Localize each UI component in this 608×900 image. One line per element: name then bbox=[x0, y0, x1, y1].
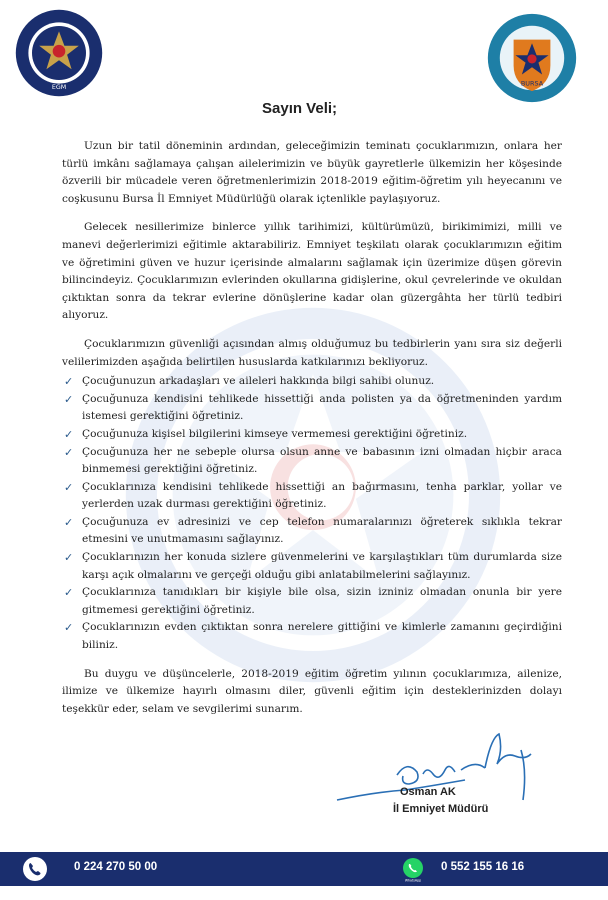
community-police-logo bbox=[486, 12, 578, 104]
list-item: ✓ Çocuğunuza kendisini tehlikede hissettiği anda polisten ya da öğretmeninden yardım istemesi gerektiğini öğretiniz. bbox=[64, 392, 562, 423]
paragraph-intro: Uzun bir tatil döneminin ardından, geleceğimizin teminatı çocuklarımızın, onlara her türlü imkânı sağlamaya çalışan ailelerimizin ve büyük gayretlerle ülkemizin her köşesinde özverili bir mücadele veren öğretmenlerimizin 2018-2019 eğitim-öğretim yılı heyecanını ve coşkusunu Bursa İl Emniyet Müdürlüğü olarak içtenlikle paylaşıyoruz. bbox=[62, 140, 562, 205]
safety-tips-list bbox=[62, 373, 562, 655]
phone-number[interactable]: 0 224 270 50 00 bbox=[74, 861, 158, 873]
checkmark-icon: ✓ bbox=[64, 551, 74, 565]
list-item: ✓ Çocuğunuzun arkadaşları ve aileleri hakkında bilgi sahibi olunuz. bbox=[62, 373, 562, 391]
bursa-police-logo bbox=[14, 8, 104, 98]
letter-body bbox=[62, 138, 562, 729]
handwritten-signature bbox=[335, 730, 545, 810]
whatsapp-label: WhatsApp bbox=[404, 878, 422, 882]
whatsapp-icon bbox=[400, 856, 426, 882]
paragraph-measures: Gelecek nesillerimize binlerce yıllık tarihimizi, kültürümüzü, birikimimizi, milli ve manevi değerlerimizi eğitimle aktarabiliriz. Emniyet teşkilatı olarak çocuklarımızın eğitim ve öğretimini güven ve huzur içerisinde almalarını sağlamak için üzerimize düşen görevin bilincindeyiz. Çocuklarımızın evlerinden okullarına gidişlerine, okul çevrelerinde ve okuldan çıktıktan sonra da tekrar evlerine dönüşlerine kadar olan güzergâhta her türlü tedbiri alıyoruz. bbox=[62, 221, 562, 322]
checkmark-icon: ✓ bbox=[64, 621, 74, 635]
list-item: ✓ Çocuğunuza ev adresinizi ve cep telefon numaralarınızı öğreterek sıklıkla tekrar etmesini ve unutmamasını sağlayınız. bbox=[64, 515, 562, 546]
list-item: ✓ Çocuğunuza kişisel bilgilerini kimseye vermemesi gerektiğini öğretiniz. bbox=[62, 426, 562, 444]
checkmark-icon: ✓ bbox=[64, 427, 74, 441]
bottom-margin bbox=[0, 886, 608, 900]
paragraph-closing: Bu duygu ve düşüncelerle, 2018-2019 eğitim öğretim yılının çocuklarımıza, ailenize, ilimize ve ülkemize hayırlı olmasını diler, güvenli eğitim için desteklerinizden dolayı teşekkür eder, selam ve sevgilerimi sunarım. bbox=[62, 667, 562, 715]
checkmark-icon: ✓ bbox=[64, 515, 74, 529]
checkmark-icon: ✓ bbox=[64, 445, 74, 459]
checkmark-icon: ✓ bbox=[64, 392, 74, 406]
right-logo-label: BURSA bbox=[520, 79, 544, 88]
list-item: ✓ Çocuğunuza her ne sebeple olursa olsun anne ve babasının izni olmadan hiçbir araca binmemesi gerektiğini öğretiniz. bbox=[64, 445, 562, 476]
letter-greeting: Sayın Veli; bbox=[262, 100, 338, 117]
whatsapp-number[interactable]: 0 552 155 16 16 bbox=[441, 861, 525, 873]
signatory-name: Osman AK bbox=[400, 786, 456, 798]
signatory-title: İl Emniyet Müdürü bbox=[393, 803, 489, 815]
left-logo-label: EGM bbox=[51, 84, 67, 92]
contact-footer bbox=[0, 852, 608, 886]
checkmark-icon: ✓ bbox=[64, 375, 74, 389]
list-item: ✓ Çocuklarınıza tanıdıkları bir kişiyle bile olsa, sizin izniniz olmadan onunla bir yere gitmemesi gerektiğini öğretiniz. bbox=[64, 586, 562, 616]
list-item: ✓ Çocuklarınızın evden çıktıktan sonra nerelere gittiğini ve kimlerle zamanını geçirdiğini biliniz. bbox=[64, 621, 562, 652]
checkmark-icon: ✓ bbox=[64, 480, 74, 494]
list-item: ✓ Çocuklarınızın her konuda sizlere güvenmelerini ve karşılaştıkları tüm durumlarda size karşı açık olmalarını ve gerçeği olduğu gibi anlatabilmelerini sağlayınız. bbox=[64, 551, 562, 581]
checkmark-icon: ✓ bbox=[64, 586, 74, 600]
phone-icon bbox=[22, 856, 48, 882]
paragraph-request: Çocuklarımızın güvenliği açısından almış olduğumuz bu tedbirlerin yanı sıra siz değerli velilerimizden aşağıda belirtilen hususlarda katkılarınızı bekliyoruz. bbox=[62, 337, 562, 368]
list-item: ✓ Çocuklarınıza kendisini tehlikede hissettiği an bağırmasını, tenha parklar, yollar ve yerlerden uzak durması gerektiğini öğretiniz. bbox=[64, 480, 562, 511]
